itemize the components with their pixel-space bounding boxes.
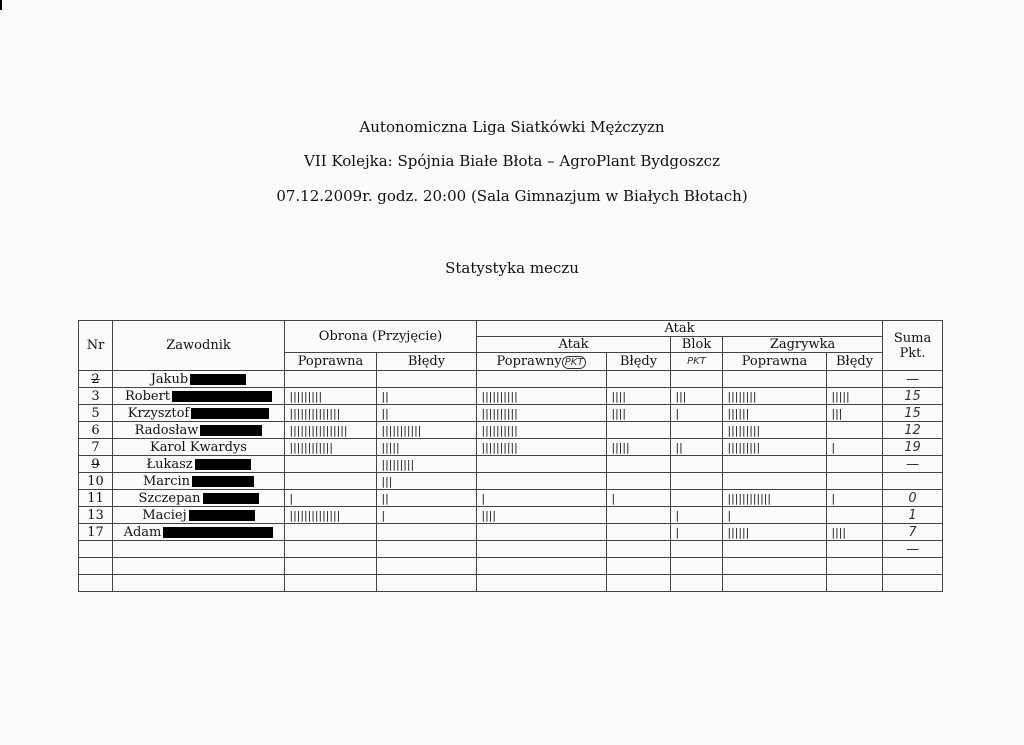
serve-err-tally [827,422,883,439]
col-serve-ok: Poprawna [723,353,827,371]
player-number [79,473,113,490]
player-name-value: Radosław [134,422,199,438]
attack-ok-tally [477,405,607,422]
attack-err-tally [607,422,671,439]
table-row [79,388,943,405]
defense-ok-tally [285,405,377,422]
sum-points-value: — [906,371,920,387]
attack-err-tally [607,490,671,507]
col-player: Zawodnik [113,321,285,371]
sum-points [883,388,943,405]
redacted-surname [163,527,273,538]
attack-err-tally [607,405,671,422]
attack-err-tally [607,439,671,456]
attack-ok-tally [477,388,607,405]
player-name [113,575,285,592]
table-row [79,473,943,490]
block-tally [671,507,723,524]
defense-err-tally [377,456,477,473]
player-number [79,439,113,456]
defense-ok-tally [285,541,377,558]
serve-err-tally [827,456,883,473]
col-defense-ok: Poprawna [285,353,377,371]
player-number-value: 11 [87,490,104,506]
player-name-value: Maciej [142,507,187,523]
defense-err-tally-value: || [380,406,388,420]
attack-err-tally [607,575,671,592]
sum-points [883,507,943,524]
player-name [113,507,285,524]
serve-ok-tally [723,388,827,405]
sum-points [883,541,943,558]
serve-err-tally [827,388,883,405]
serve-ok-tally-value: |||||| [726,525,748,539]
attack-err-tally [607,524,671,541]
serve-err-tally [827,473,883,490]
player-number [79,524,113,541]
defense-ok-tally-value: |||||||||||||||| [288,423,346,437]
defense-err-tally [377,507,477,524]
table-row [79,439,943,456]
scan-edge-mark [0,0,2,10]
attack-ok-tally-value: |||| [480,508,495,522]
player-number [79,371,113,388]
attack-err-tally [607,456,671,473]
block-tally [671,439,723,456]
serve-err-tally [827,371,883,388]
attack-err-tally-value: ||||| [610,440,629,454]
player-number-value: 6 [91,422,100,438]
col-attack-ok-label: Poprawny [496,354,562,369]
player-number [79,405,113,422]
attack-ok-tally [477,507,607,524]
block-tally [671,422,723,439]
league-title: Autonomiczna Liga Siatkówki Mężczyzn [359,118,665,136]
defense-err-tally-value: | [380,508,384,522]
serve-ok-tally [723,473,827,490]
serve-ok-tally-value: |||||||||||| [726,491,770,505]
attack-ok-tally [477,541,607,558]
block-tally-value: | [674,406,678,420]
serve-ok-tally-value: |||||||| [726,389,755,403]
defense-ok-tally [285,388,377,405]
serve-err-tally [827,405,883,422]
col-attack-ok-note: PKT [562,356,587,369]
serve-ok-tally-value: ||||||||| [726,423,759,437]
defense-ok-tally [285,456,377,473]
defense-ok-tally [285,439,377,456]
sum-points [883,456,943,473]
attack-err-tally [607,371,671,388]
serve-ok-tally [723,371,827,388]
player-name-value: Marcin [142,473,191,489]
col-nr: Nr [79,321,113,371]
block-tally-value: | [674,508,678,522]
col-defense: Obrona (Przyjęcie) [285,321,477,353]
col-defense-err: Błędy [377,353,477,371]
defense-ok-tally [285,524,377,541]
player-name [113,456,285,473]
sum-points [883,371,943,388]
player-number [79,456,113,473]
serve-ok-tally [723,456,827,473]
block-tally [671,575,723,592]
defense-ok-tally-value: ||||||||| [288,389,321,403]
col-sum-line2: Pkt. [899,345,926,361]
player-name-value: Szczepan [138,490,201,506]
sum-points [883,405,943,422]
sum-points [883,473,943,490]
defense-err-tally [377,575,477,592]
attack-err-tally [607,388,671,405]
serve-ok-tally [723,524,827,541]
attack-ok-tally [477,558,607,575]
defense-err-tally [377,371,477,388]
match-stats-table [78,320,943,592]
col-attack-group: Atak [477,321,883,337]
player-name [113,371,285,388]
sum-points-value: 12 [904,422,921,438]
attack-err-tally [607,473,671,490]
redacted-surname [190,374,246,385]
redacted-surname [192,476,254,487]
col-block-pts: PKT [671,353,723,371]
block-tally [671,388,723,405]
block-tally [671,371,723,388]
attack-ok-tally [477,490,607,507]
sum-points [883,558,943,575]
block-tally-value: | [674,525,678,539]
player-name-value: Krzysztof [127,405,190,421]
defense-ok-tally-value: |||||||||||| [288,440,332,454]
sum-points [883,575,943,592]
serve-err-tally [827,524,883,541]
col-block: Blok [671,337,723,353]
serve-ok-tally [723,541,827,558]
col-sum-line1: Suma [893,330,932,346]
table-row [79,456,943,473]
player-name-value: Łukasz [146,456,193,472]
attack-ok-tally-value: |||||||||| [480,406,517,420]
redacted-surname [172,391,272,402]
redacted-surname [189,510,255,521]
redacted-surname [191,408,269,419]
block-tally [671,473,723,490]
player-number [79,558,113,575]
attack-ok-tally-value: |||||||||| [480,440,517,454]
serve-ok-tally [723,422,827,439]
attack-err-tally-value: |||| [610,406,625,420]
serve-ok-tally [723,490,827,507]
serve-ok-tally [723,575,827,592]
player-number [79,422,113,439]
block-tally-value: ||| [674,389,685,403]
attack-ok-tally [477,575,607,592]
player-name-value: Robert [124,388,171,404]
col-attack-err: Błędy [607,353,671,371]
attack-ok-tally-value: |||||||||| [480,389,517,403]
player-number [79,490,113,507]
serve-err-tally [827,507,883,524]
serve-err-tally [827,575,883,592]
serve-err-tally-value: |||| [830,525,845,539]
defense-err-tally [377,541,477,558]
attack-err-tally [607,541,671,558]
serve-ok-tally [723,405,827,422]
player-name [113,490,285,507]
serve-ok-tally-value: | [726,508,730,522]
player-name [113,541,285,558]
player-number [79,575,113,592]
player-name-value: Karol Kwardys [150,439,247,455]
serve-ok-tally-value: ||||||||| [726,440,759,454]
match-date-venue: 07.12.2009r. godz. 20:00 (Sala Gimnazjum w Białych Błotach) [276,187,748,205]
table-row [79,575,943,592]
serve-err-tally [827,558,883,575]
serve-err-tally-value: | [830,440,834,454]
player-number [79,507,113,524]
defense-ok-tally-value: |||||||||||||| [288,406,339,420]
player-number-value: 7 [91,439,100,455]
table-row [79,507,943,524]
attack-ok-tally [477,473,607,490]
defense-ok-tally [285,558,377,575]
serve-ok-tally [723,507,827,524]
table-row [79,371,943,388]
serve-err-tally [827,490,883,507]
serve-err-tally [827,439,883,456]
match-title: VII Kolejka: Spójnia Białe Błota – AgroPlant Bydgoszcz [304,152,720,170]
player-number [79,541,113,558]
redacted-surname [195,459,251,470]
attack-err-tally-value: | [610,491,614,505]
attack-err-tally-value: |||| [610,389,625,403]
col-attack-ok [477,353,607,371]
player-name [113,439,285,456]
player-number-value: 10 [87,473,104,489]
defense-err-tally [377,524,477,541]
sum-points-value: 0 [908,490,917,506]
redacted-surname [200,425,262,436]
table-row [79,490,943,507]
defense-err-tally-value: || [380,389,388,403]
block-tally [671,524,723,541]
defense-err-tally-value: ||||||||||| [380,423,420,437]
defense-err-tally [377,558,477,575]
block-tally [671,456,723,473]
defense-err-tally [377,490,477,507]
sum-points [883,490,943,507]
sum-points [883,439,943,456]
attack-ok-tally-value: |||||||||| [480,423,517,437]
serve-err-tally-value: ||| [830,406,841,420]
player-number-value: 9 [91,456,100,472]
player-name-value: Jakub [150,371,189,387]
redacted-surname [203,493,259,504]
table-row [79,558,943,575]
defense-ok-tally [285,422,377,439]
defense-err-tally-value: || [380,491,388,505]
attack-ok-tally [477,439,607,456]
sum-points [883,422,943,439]
player-number-value: 13 [87,507,104,523]
player-name-value: Adam [123,524,162,540]
defense-err-tally [377,388,477,405]
serve-ok-tally [723,558,827,575]
defense-ok-tally [285,575,377,592]
attack-ok-tally [477,422,607,439]
col-sum [883,321,943,371]
table-row [79,422,943,439]
player-number-value: 2 [91,371,100,387]
attack-ok-tally [477,371,607,388]
block-tally-value: || [674,440,682,454]
player-number-value: 17 [87,524,104,540]
table-row [79,405,943,422]
sum-points-value: 15 [904,405,921,421]
player-number-value: 3 [91,388,100,404]
defense-err-tally [377,405,477,422]
stats-title: Statystyka meczu [445,259,579,277]
defense-ok-tally [285,490,377,507]
serve-ok-tally-value: |||||| [726,406,748,420]
defense-ok-tally-value: |||||||||||||| [288,508,339,522]
sum-points-value: — [906,456,920,472]
sum-points-value: 19 [904,439,921,455]
sum-points-value: — [906,541,920,557]
sum-points-value: 7 [908,524,917,540]
block-tally [671,405,723,422]
serve-err-tally [827,541,883,558]
player-name [113,473,285,490]
serve-err-tally-value: | [830,491,834,505]
attack-err-tally [607,558,671,575]
defense-ok-tally [285,507,377,524]
sum-points-value: 15 [904,388,921,404]
attack-ok-tally-value: | [480,491,484,505]
attack-ok-tally [477,524,607,541]
serve-ok-tally [723,439,827,456]
block-tally [671,490,723,507]
col-serve-err: Błędy [827,353,883,371]
defense-ok-tally-value: | [288,491,292,505]
defense-err-tally-value: ||| [380,474,391,488]
col-attack: Atak [477,337,671,353]
table-body [79,371,943,592]
defense-err-tally [377,473,477,490]
player-name [113,524,285,541]
player-number [79,388,113,405]
attack-ok-tally [477,456,607,473]
table-row [79,524,943,541]
player-number-value: 5 [91,405,100,421]
sum-points [883,524,943,541]
player-name [113,388,285,405]
sum-points-value: 1 [908,507,917,523]
defense-ok-tally [285,473,377,490]
block-tally [671,558,723,575]
table-row [79,541,943,558]
defense-err-tally [377,439,477,456]
player-name [113,558,285,575]
defense-err-tally [377,422,477,439]
defense-err-tally-value: ||||| [380,440,399,454]
attack-err-tally [607,507,671,524]
player-name [113,405,285,422]
defense-err-tally-value: ||||||||| [380,457,413,471]
serve-err-tally-value: ||||| [830,389,849,403]
defense-ok-tally [285,371,377,388]
player-name [113,422,285,439]
block-tally [671,541,723,558]
col-serve: Zagrywka [723,337,883,353]
